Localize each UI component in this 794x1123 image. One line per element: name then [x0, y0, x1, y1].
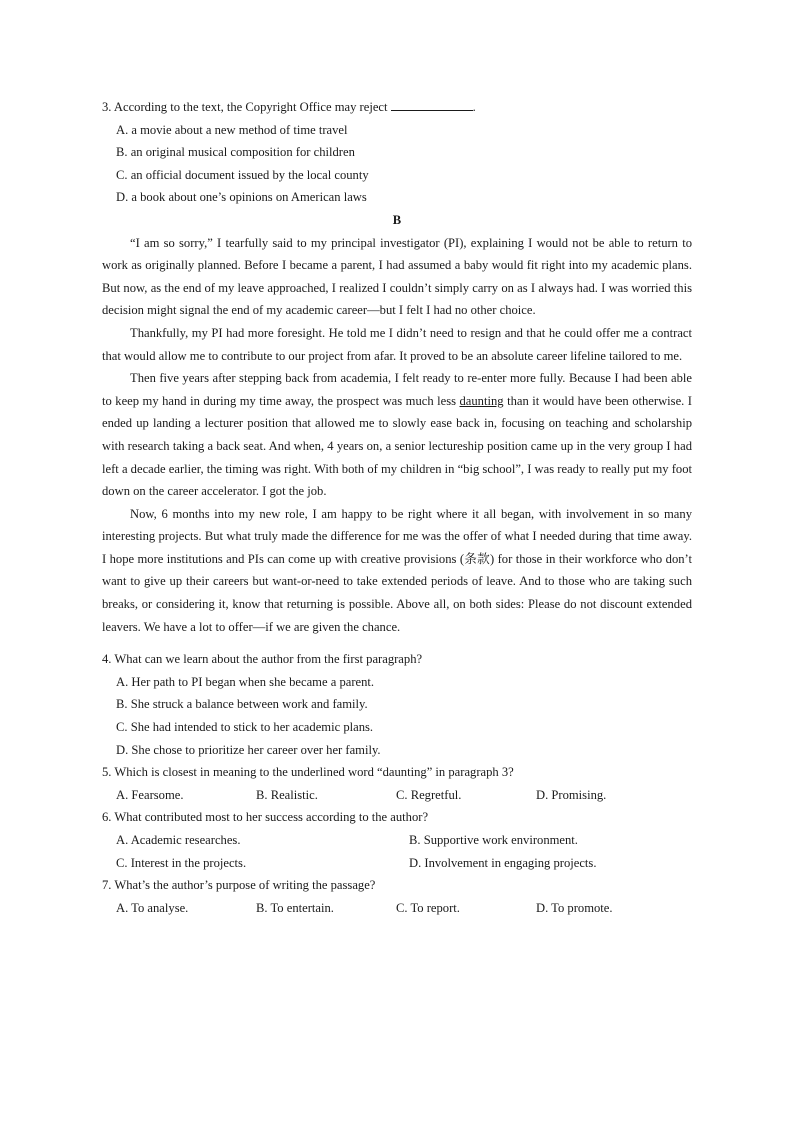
- question-5-option-b: B. Realistic.: [256, 787, 318, 802]
- passage-paragraph-2: Thankfully, my PI had more foresight. He told me I didn’t need to resign and that he could offer me a contract that would allow me to contribute to our project from afar. It proved to be an absolute career lifeline tailored to me.: [102, 325, 692, 363]
- exam-page: [102, 96, 692, 919]
- answer-blank: [391, 96, 473, 111]
- question-5-stem: 5. Which is closest in meaning to the underlined word “daunting” in paragraph 3?: [102, 765, 514, 780]
- section-title: B: [392, 212, 402, 227]
- question-6-options-row-1: [102, 829, 692, 852]
- question-6-stem: 6. What contributed most to her success according to the author?: [102, 810, 429, 825]
- question-3-option-a: A. a movie about a new method of time travel: [116, 122, 348, 137]
- spacer: [102, 638, 692, 648]
- question-7-option-b: B. To entertain.: [256, 900, 334, 915]
- question-3-stem-end: .: [472, 100, 476, 114]
- question-5-option-c: C. Regretful.: [396, 787, 462, 802]
- paragraph-3-part-2: than it would have been otherwise. I ended up landing a lecturer position that allowed me to slowly ease back in, focusing on teaching and scholarship with research taking a back seat. And when, 4 years on, a senior lectureship position came up in the very group I had left a decade earlier, the timing was right. With both of my children in “big school”, I was ready to really put my foot down on the career accelerator. I got the job.: [102, 393, 692, 499]
- question-7-option-d: D. To promote.: [536, 900, 613, 915]
- question-3: [102, 96, 692, 209]
- passage-paragraph-3: [102, 367, 692, 503]
- question-3-stem-text: 3. According to the text, the Copyright Office may reject: [102, 100, 388, 114]
- question-4: [102, 648, 692, 761]
- question-7: [102, 874, 692, 919]
- question-4-option-d: D. She chose to prioritize her career over her family.: [116, 742, 381, 757]
- question-7-option-a: A. To analyse.: [116, 900, 189, 915]
- question-4-stem: 4. What can we learn about the author from the first paragraph?: [102, 652, 423, 667]
- passage-b: [102, 209, 692, 638]
- question-5-option-d: D. Promising.: [536, 787, 607, 802]
- question-3-option-d: D. a book about one’s opinions on American laws: [116, 190, 367, 205]
- question-5: [102, 761, 692, 806]
- question-6-option-c: C. Interest in the projects.: [116, 855, 247, 870]
- question-4-option-b: B. She struck a balance between work and family.: [116, 697, 368, 712]
- passage-paragraph-1: “I am so sorry,” I tearfully said to my principal investigator (PI), explaining I would not be able to return to work as originally planned. Before I became a parent, I had assumed a baby would fit right into my academic plans. But now, as the end of my leave approached, I realized I couldn’t simply carry on as I always had. I was worried this decision might signal the end of my academic career—but I felt I had no other choice.: [102, 235, 692, 318]
- question-7-option-c: C. To report.: [396, 900, 460, 915]
- question-6-option-b: B. Supportive work environment.: [409, 833, 578, 847]
- question-6-option-d: D. Involvement in engaging projects.: [409, 855, 597, 870]
- underlined-word: daunting: [459, 393, 504, 408]
- question-5-option-a: A. Fearsome.: [116, 787, 184, 802]
- question-7-stem: 7. What’s the author’s purpose of writing the passage?: [102, 878, 376, 893]
- question-3-option-b: B. an original musical composition for children: [116, 145, 355, 160]
- question-3-option-c: C. an official document issued by the local county: [116, 167, 369, 182]
- question-6: [102, 806, 692, 874]
- question-5-options: [102, 784, 692, 807]
- question-6-option-a: A. Academic researches.: [116, 833, 241, 847]
- question-7-options: [102, 897, 692, 920]
- paragraph-3-part-1: Then five years after stepping back from academia, I felt ready to re-enter more fully. Because I had been able to keep my hand in during my time away, the prospect was much less: [102, 371, 692, 408]
- question-3-stem: [102, 96, 692, 119]
- question-4-option-a: A. Her path to PI began when she became a parent.: [116, 674, 375, 689]
- question-4-option-c: C. She had intended to stick to her academic plans.: [116, 720, 374, 735]
- question-6-options-row-2: [102, 852, 692, 875]
- passage-paragraph-4: Now, 6 months into my new role, I am happy to be right where it all began, with involvement in so many interesting projects. But what truly made the difference for me was the offer of what I needed during that time away. I hope more institutions and PIs can come up with creative provisions (条款) for those in their workforce who don’t want to give up their careers but want-or-need to take extended periods of leave. And to those who are taking such breaks, or considering it, know that returning is possible. Above all, on both sides: Please do not discount extended leavers. We have a lot to offer—if we are given the chance.: [102, 506, 692, 634]
